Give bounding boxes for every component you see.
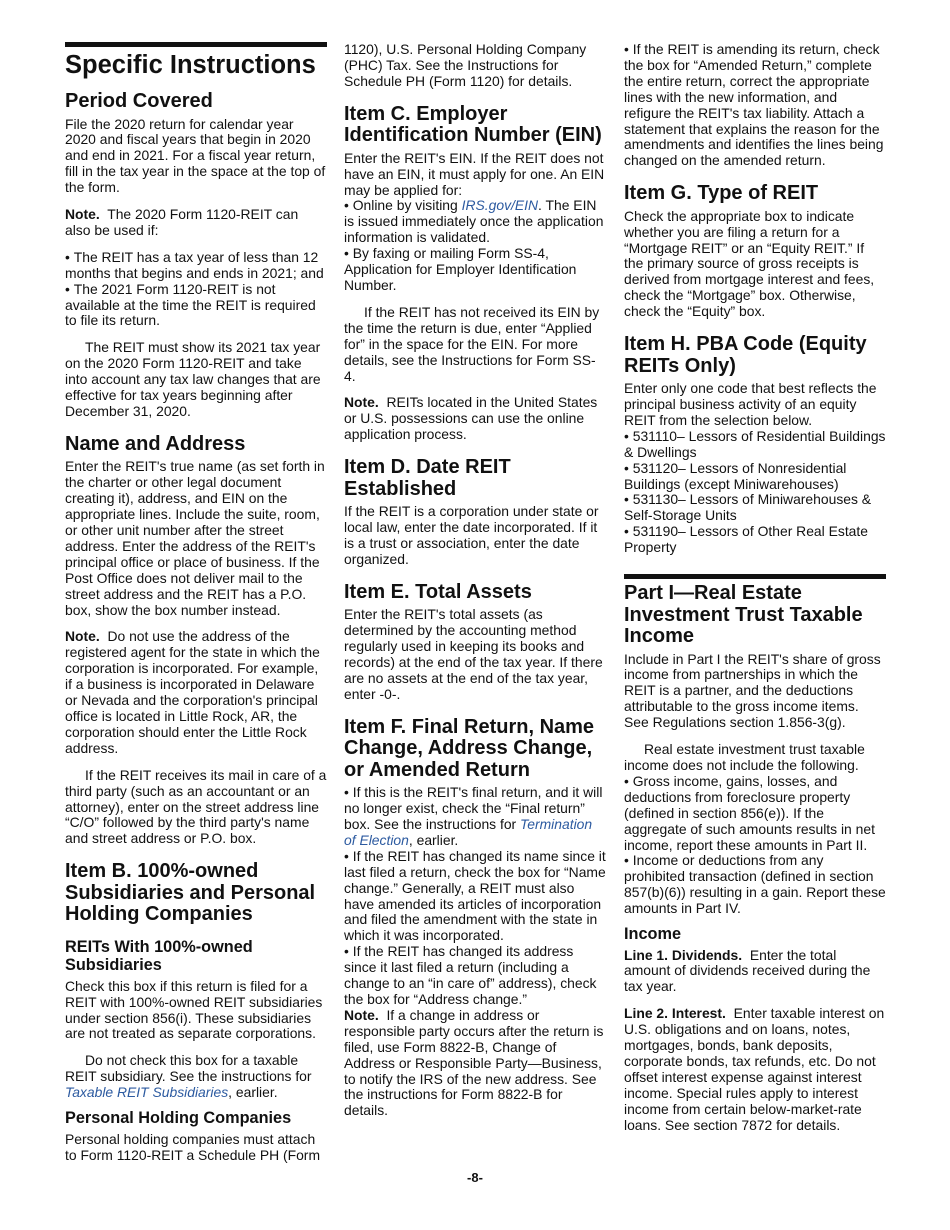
- text: Online by visiting: [352, 197, 458, 214]
- pba-code-item: • 531190– Lessors of Other Real Estate Property: [624, 524, 886, 556]
- line-2-interest: [624, 1006, 886, 1133]
- heading-item-g: Item G. Type of REIT: [624, 182, 819, 205]
- bullet-item: • By faxing or mailing Form SS-4, Application for Employer Identification Number.: [344, 246, 606, 294]
- heading-item-e: Item E. Total Assets: [344, 580, 532, 603]
- heading-item-h: Item H. PBA Code (Equity REITs Only): [624, 333, 867, 377]
- bullet-item: • If the REIT is amending its return, check the box for “Amended Return,” complete the entire return, correct the appropriate lines with the new information, and refigure the REIT's tax liability. Attach a statement that explains the reason for the amendments and identifies the lines being changed on the amended return.: [624, 42, 886, 169]
- paragraph-item-h: Enter only one code that best reflects the principal business activity of an equity REIT from the selection below.: [624, 380, 877, 428]
- note-registered-agent: [65, 629, 327, 756]
- line-text: Enter taxable interest on U.S. obligations and on loans, notes, mortgages, bonds, bank deposits, corporate bonds, tax refunds, etc. Do not offset interest expense against interest income. Special rules apply to interest income from certain below-market-rate loans. See section 7872 for details.: [624, 1005, 885, 1133]
- paragraph-ein: Enter the REIT's EIN. If the REIT does not have an EIN, it must apply for one. An EIN may be applied for:: [344, 149, 605, 198]
- line-text: Enter the total amount of dividends received during the tax year.: [624, 946, 871, 995]
- line-label: Line 1. Dividends.: [624, 946, 743, 963]
- bullet-item: • Gross income, gains, losses, and deductions from foreclosure property (defined in section 856(e)). If the aggregate of such amounts results in net income, report these amounts in Part II.: [624, 774, 886, 854]
- paragraph-taxable-reit: [65, 1053, 327, 1101]
- text: . The EIN is issued immediately once the application information is validated.: [344, 197, 604, 246]
- column-1: [65, 42, 327, 1163]
- pba-code-item: • 531130– Lessors of Miniwarehouses & Self-Storage Units: [624, 492, 886, 524]
- subheading-reits-subsidiaries: REITs With 100%-owned Subsidiaries: [65, 937, 253, 975]
- line-label: Line 2. Interest.: [624, 1005, 726, 1022]
- paragraph-reits-subsidiaries: Check this box if this return is filed for a REIT with 100%-owned REIT subsidiaries under section 856(i). These subsidiaries are not treated as separate corporations.: [65, 977, 323, 1042]
- heading-name-address: Name and Address: [65, 432, 246, 455]
- heading-item-b: Item B. 100%-owned Subsidiaries and Personal Holding Companies: [65, 860, 316, 926]
- line-1-dividends: [624, 948, 886, 996]
- bullet-item: • The 2021 Form 1120-REIT is not available at the time the REIT is required to file its return.: [65, 282, 327, 330]
- subheading-income: Income: [624, 925, 682, 944]
- bullet-item: • The REIT has a tax year of less than 12 months that begins and ends in 2021; and: [65, 250, 327, 282]
- note-text: Do not use the address of the registered agent for the state in which the corporation is incorporated. For example, if a business is incorporated in Delaware or Nevada and the corporation's principal office is located in Little Rock, AR, the corporation should enter the Little Rock address.: [65, 628, 320, 756]
- note-text: If a change in address or responsible party occurs after the return is filed, use Form 8822-B, Change of Address or Responsible Party—Business, to notify the IRS of the new address. See the instructions for Form 8822-B for details.: [344, 1006, 604, 1119]
- note-label: Note.: [344, 1006, 379, 1023]
- heading-item-d: Item D. Date REIT Established: [344, 456, 511, 500]
- note-label: Note.: [65, 628, 100, 645]
- bullet-item: [344, 785, 606, 849]
- paragraph-item-g: Check the appropriate box to indicate whether you are filing a return for a “Mortgage REIT” or an “Equity REIT.” If the primary source of gross receipts is derived from mortgage interest and fees, check the “Mortgage” box. Otherwise, check the “Equity” box.: [624, 207, 875, 320]
- paragraph-care-of: If the REIT receives its mail in care of a third party (such as an accountant or an attorney), enter on the street address line “C/O” followed by the third party's name and street address or P.O. box.: [65, 766, 327, 847]
- taxable-reit-subsidiaries-link[interactable]: Taxable REIT Subsidiaries: [65, 1084, 229, 1101]
- paragraph-name-address: Enter the REIT's true name (as set forth in the charter or other legal document creating it), address, and EIN on the appropriate lines. Include the suite, room, or other unit number after the street address. Enter the address of the REIT's principal office or place of business. If the Post Office does not deliver mail to the street address and the REIT has a P.O. box, show the box number instead.: [65, 458, 325, 618]
- heading-period-covered: Period Covered: [65, 90, 213, 112]
- irs-ein-link[interactable]: IRS.gov/EIN: [461, 197, 539, 214]
- text: , earlier.: [408, 831, 459, 848]
- section-rule: [65, 42, 327, 47]
- page-number: -8-: [467, 1170, 483, 1185]
- note-text: REITs located in the United States or U.S. possessions can use the online application process.: [344, 394, 598, 443]
- text: Do not check this box for a taxable REIT subsidiary. See the instructions for: [65, 1052, 312, 1085]
- paragraph-taxable-excludes: Real estate investment trust taxable income does not include the following.: [624, 741, 865, 773]
- paragraph-item-e: Enter the REIT's total assets (as determined by the accounting method regularly used in keeping its books and records) at the end of the tax year. If there are no assets at the end of the tax year, enter -0-.: [344, 606, 603, 702]
- column-3: [624, 42, 886, 1134]
- pba-code-item: • 531110– Lessors of Residential Buildings & Dwellings: [624, 429, 886, 461]
- paragraph-must-show: The REIT must show its 2021 tax year on the 2020 Form 1120-REIT and take into account any tax law changes that are effective for tax years beginning after December 31, 2020.: [65, 339, 321, 419]
- heading-part-1: Part I—Real Estate Investment Trust Taxable Income: [624, 582, 863, 648]
- bullet-item: [344, 198, 606, 246]
- paragraph-applied-for: If the REIT has not received its EIN by the time the return is due, enter “Applied for” in the space for the EIN. For more details, see the Instructions for Form SS-4.: [344, 303, 600, 384]
- paragraph-personal-holding: Personal holding companies must attach to Form 1120-REIT a Schedule PH (Form: [65, 1130, 321, 1163]
- bullet-item: • If the REIT has changed its address since it last filed a return (including a change to an “in care of” address), check the box for “Address change.”: [344, 944, 606, 1008]
- page-title: Specific Instructions: [65, 51, 316, 79]
- bullet-item: • If the REIT has changed its name since it last filed a return, check the box for “Name change.” Generally, a REIT must also have amended its articles of incorporation and filed the amendment with the state in which it was incorporated.: [344, 849, 606, 944]
- paragraph-part-1: Include in Part I the REIT's share of gross income from partnerships in which the REIT is a partner, and the deductions attributable to the gross income items. See Regulations section 1.856-3(g).: [624, 650, 881, 731]
- note-change-address: [344, 1008, 606, 1119]
- termination-of-election-link[interactable]: Termination of Election: [344, 816, 593, 848]
- paragraph-item-d: If the REIT is a corporation under state or local law, enter the date incorporated. If it is a trust or association, enter the date organized.: [344, 503, 599, 567]
- heading-item-f: Item F. Final Return, Name Change, Address Change, or Amended Return: [344, 715, 595, 781]
- subheading-personal-holding: Personal Holding Companies: [65, 1109, 292, 1128]
- note-label: Note.: [344, 394, 379, 411]
- text: If this is the REIT's final return, and it will no longer exist, check the “Final return” box. See the instructions for: [344, 784, 603, 832]
- text: , earlier.: [228, 1084, 278, 1101]
- column-2: [344, 42, 606, 1119]
- paragraph-period: File the 2020 return for calendar year 2020 and fiscal years that begin in 2020 and end in 2021. For a fiscal year return, fill in the tax year in the space at the top of the form.: [65, 115, 326, 196]
- pba-code-item: • 531120– Lessors of Nonresidential Buildings (except Miniwarehouses): [624, 461, 886, 493]
- note-form-use: [65, 207, 327, 239]
- section-rule: [624, 574, 886, 579]
- note-online: [344, 395, 606, 443]
- heading-item-c: Item C. Employer Identification Number (EIN): [344, 102, 602, 147]
- paragraph-schedule-ph: 1120), U.S. Personal Holding Company (PHC) Tax. See the Instructions for Schedule PH (Form 1120) for details.: [344, 41, 587, 89]
- note-label: Note.: [65, 206, 100, 223]
- bullet-item: • Income or deductions from any prohibited transaction (defined in section 857(b)(6)) resulting in a gain. Report these amounts in Part IV.: [624, 853, 886, 917]
- note-text: The 2020 Form 1120-REIT can also be used if:: [65, 206, 299, 238]
